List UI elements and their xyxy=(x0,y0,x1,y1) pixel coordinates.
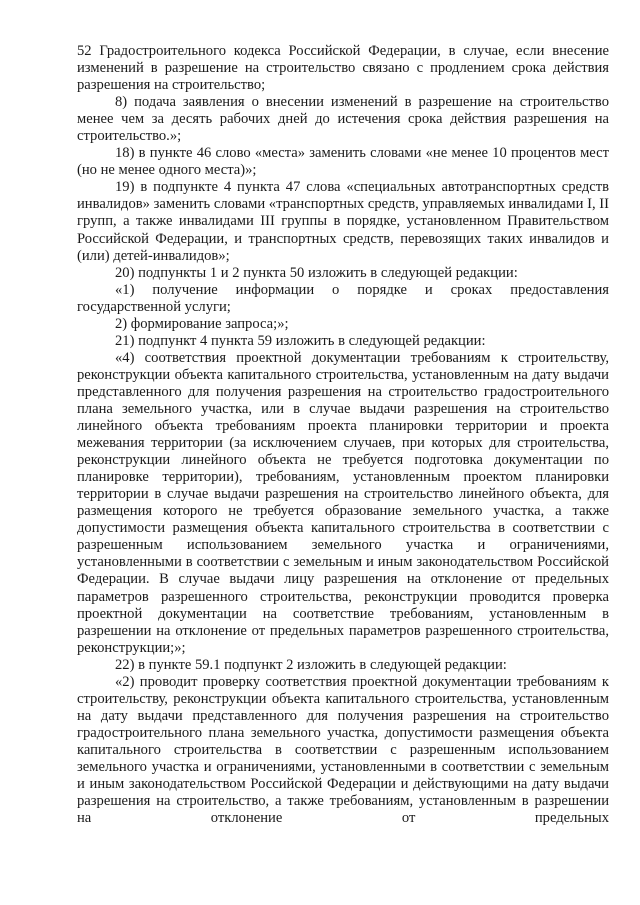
paragraph-subitem-4-text: «4) соответствия проектной документации требованиям к строительству, реконструкции объекта капитального строительства, установленным на дату выдачи представленного для получения разрешения на строительство градостроительного плана земельного участка, или в случае выдачи разрешения на строительство линейного объекта требованиям проекта планировки территории и проекта межевания территории (за исключением случаев, при которых для строительства, реконструкции линейного объекта не требуется подготовка документации по планировке территории), требованиям, установленным проектом планировки территории в случае выдачи разрешения на строительство линейного объекта, для размещения которого не требуется образование земельного участка, а также допустимости размещения объекта капитального строительства в соответствии с разрешенным использованием земельного участка и ограничениями, установленными в соответствии с земельным и иным законодательством Российской Федерации. В случае выдачи лицу разрешения на отклонение от предельных параметров разрешенного строительства, реконструкции проводится проверка проектной документации на соответствие требованиям, установленным в разрешении на отклонение от предельных параметров разрешенного строительства, реконструкции;»; xyxy=(77,349,609,656)
paragraph-subitem-1: «1) получение информации о порядке и сроках предоставления государственной услуги; xyxy=(77,281,609,315)
paragraph-amendment-19: 19) в подпункте 4 пункта 47 слова «специальных автотранспортных средств инвалидов» заменить словами «транспортных средств, управляемых инвалидами I, II групп, а также инвалидами III группы в порядке, установленном Правительством Российской Федерации, и транспортных средств, перевозящих таких инвалидов и (или) детей-инвалидов»; xyxy=(77,179,609,264)
document-body xyxy=(77,43,609,827)
paragraph-amendment-22: 22) в пункте 59.1 подпункт 2 изложить в следующей редакции: xyxy=(115,656,507,673)
paragraph-art52-continuation: 52 Градостроительного кодекса Российской Федерации, в случае, если внесение изменений в разрешение на строительство связано с продлением срока действия разрешения на строительство; xyxy=(77,43,609,94)
paragraph-amendment-21: 21) подпункт 4 пункта 59 изложить в следующей редакции: xyxy=(115,332,486,349)
paragraph-subitem-2-text: «2) проводит проверку соответствия проектной документации требованиям к строительству, реконструкции объекта капитального строительства, установленным на дату выдачи представленного для получения разрешения на строительство градостроительного плана земельного участка, допустимости размещения объекта капитального строительства в соответствии с разрешенным использованием земельного участка и ограничениями, установленными в соответствии с земельным и иным законодательством Российской Федерации и действующими на дату выдачи разрешения на строительство, а также требованиям, установленным в разрешении на отклонение от предельных xyxy=(77,673,609,827)
paragraph-amendment-20: 20) подпункты 1 и 2 пункта 50 изложить в следующей редакции: xyxy=(115,264,518,281)
paragraph-item-8: 8) подача заявления о внесении изменений в разрешение на строительство менее чем за десять рабочих дней до истечения срока действия разрешения на строительство.»; xyxy=(77,94,609,145)
paragraph-subitem-2: 2) формирование запроса;»; xyxy=(115,315,289,332)
paragraph-amendment-18: 18) в пункте 46 слово «места» заменить словами «не менее 10 процентов мест (но не менее одного места)»; xyxy=(77,145,609,179)
